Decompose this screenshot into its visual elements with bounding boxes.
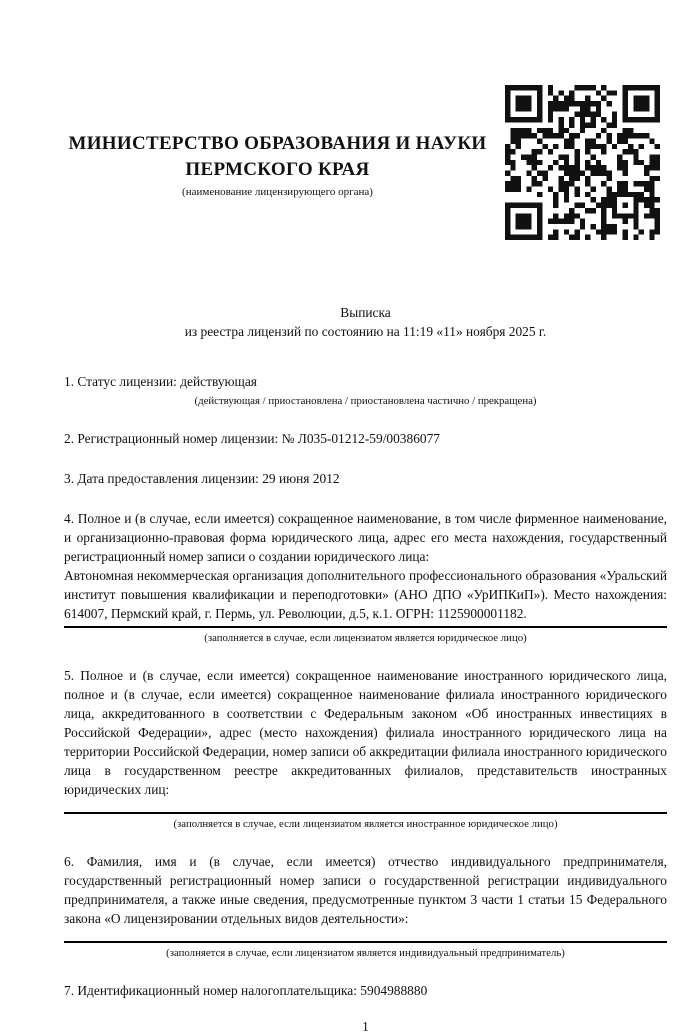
license-status-caption: (действующая / приостановлена / приостановлена частично / прекращена) xyxy=(194,395,537,407)
grant-date-text: 3. Дата предоставления лицензии: 29 июня 2012 xyxy=(64,471,340,486)
section-taxpayer-id xyxy=(64,981,667,1000)
qr-code-icon xyxy=(505,85,660,240)
legal-entity-value: Автономная некоммерческая организация дополнительного профессионального образования «Уральский институт повышения квалификации и переподготовки» (АНО ДПО «УрИПКиП»). Место нахождения: 614007, Пермский край, г. Пермь, ул. Революции, д.5, к.1. ОГРН: 1125900001182. xyxy=(64,568,667,621)
fill-rule-foreign-entity xyxy=(64,812,667,814)
ministry-name-line2: ПЕРМСКОГО КРАЯ xyxy=(185,159,370,180)
document-body xyxy=(64,303,667,1036)
section-grant-date xyxy=(64,469,667,488)
document-subtitle: из реестра лицензий по состоянию на 11:19 «11» ноября 2025 г. xyxy=(184,324,547,339)
taxpayer-id-text: 7. Идентификационный номер налогоплательщика: 5904988880 xyxy=(64,983,428,998)
section-license-status xyxy=(64,372,667,408)
ministry-caption: (наименование лицензирующего органа) xyxy=(182,186,373,198)
license-status-text: 1. Статус лицензии: действующая xyxy=(64,374,257,389)
entrepreneur-caption: (заполняется в случае, если лицензиатом является индивидуальный предприниматель) xyxy=(166,947,565,959)
section-foreign-entity xyxy=(64,666,667,831)
document-title: Выписка xyxy=(340,305,391,320)
foreign-entity-caption: (заполняется в случае, если лицензиатом является иностранное юридическое лицо) xyxy=(173,818,558,830)
fill-rule-entrepreneur xyxy=(64,941,667,943)
entrepreneur-text: 6. Фамилия, имя и (в случае, если имеется) отчество индивидуального предпринимателя, государственный регистрационный номер записи о государственной регистрации индивидуального предпринимателя, а также иные сведения, предусмотренные пунктом 3 части 1 статьи 15 Федерального закона «О лицензировании отдельных видов деятельности»: xyxy=(64,854,667,926)
section-registration-number xyxy=(64,429,667,448)
section-legal-entity xyxy=(64,509,667,645)
fill-rule-legal-entity xyxy=(64,626,667,628)
section-entrepreneur xyxy=(64,852,667,960)
registration-number-text: 2. Регистрационный номер лицензии: № Л035-01212-59/00386077 xyxy=(64,431,440,446)
page-number: 1 xyxy=(362,1019,369,1034)
licensing-authority-header xyxy=(50,131,505,199)
legal-entity-caption: (заполняется в случае, если лицензиатом является юридическое лицо) xyxy=(204,632,527,644)
ministry-name-line1: МИНИСТЕРСТВО ОБРАЗОВАНИЯ И НАУКИ xyxy=(68,133,487,154)
legal-entity-text: 4. Полное и (в случае, если имеется) сокращенное наименование, в том числе фирменное наименование, и организационно-правовая форма юридического лица, адрес его места нахождения, государственный регистрационный номер записи о создании юридического лица: xyxy=(64,511,667,564)
foreign-entity-text: 5. Полное и (в случае, если имеется) сокращенное наименование иностранного юридического лица, полное и (в случае, если имеется) сокращенное наименование филиала иностранного юридического лица, аккредитованного в соответствии с Федеральным законом «Об иностранных инвестициях в Российской Федерации», адрес (место нахождения) филиала иностранного юридического лица на территории Российской Федерации, номер записи об аккредитации филиала иностранного юридического лица в государственном реестре аккредитованных филиалов, представительств иностранных юридических лиц: xyxy=(64,668,667,797)
